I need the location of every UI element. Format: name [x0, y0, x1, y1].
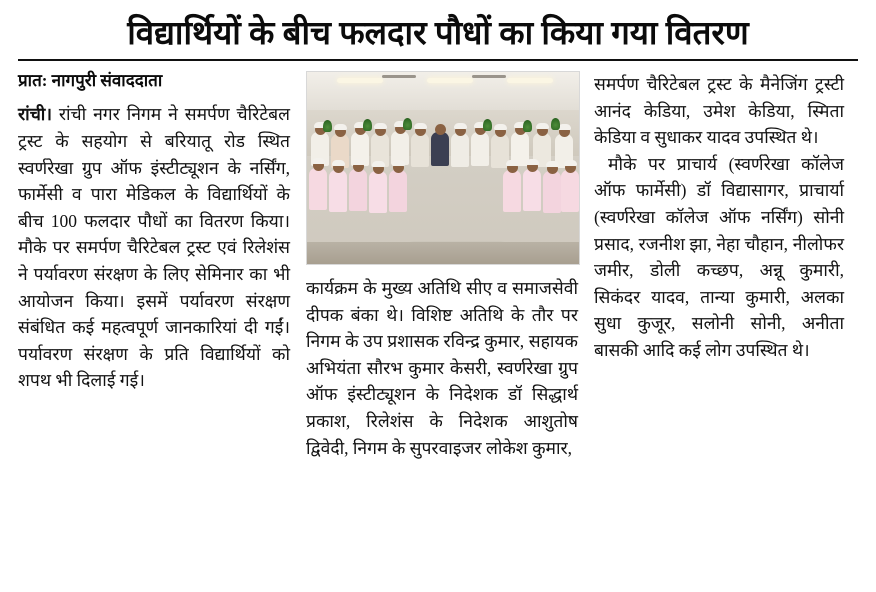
photo-floor	[307, 242, 579, 264]
person-figure	[451, 133, 469, 167]
person-figure	[431, 132, 449, 166]
person-cap	[334, 124, 347, 130]
person-figure	[503, 170, 521, 212]
column-right	[594, 71, 844, 364]
person-cap	[454, 123, 467, 129]
ceiling-light-icon	[337, 78, 383, 83]
person-figure	[349, 169, 367, 211]
article-photo	[306, 71, 580, 265]
person-head	[435, 124, 446, 135]
sapling-icon	[483, 119, 492, 131]
person-cap	[312, 158, 325, 164]
person-figure	[523, 169, 541, 211]
byline: प्रात: नागपुरी संवाददाता	[18, 70, 163, 90]
person-figure	[369, 171, 387, 213]
person-figure	[411, 133, 429, 167]
right-paragraph-1: समर्पण चैरिटेबल ट्रस्ट के मैनेजिंग ट्रस्टी आनंद केडिया, उमेश केडिया, स्मिता केडिया व सुधाकर यादव उपस्थित थे।	[594, 73, 844, 148]
photo-room-background	[307, 72, 579, 264]
ceiling-light-icon	[507, 78, 553, 83]
person-cap	[546, 161, 559, 167]
photo-crowd	[307, 124, 579, 264]
ceiling-fan-icon	[472, 75, 506, 78]
left-paragraph-text: रांची नगर निगम ने समर्पण चैरिटेबल ट्रस्ट के सहयोग से बरियातू रोड स्थित स्वर्णरेखा ग्रुप ऑफ इंस्टीट्यूशन के नर्सिंग, फार्मेसी व पारा मेडिकल के विद्यार्थियों के बीच 100 फलदार पौधों का वितरण किया। मौके पर समर्पण चैरिटेबल ट्रस्ट एवं रिलेशंस ने पर्यावरण संरक्षण के लिए सेमिनार का भी आयोजन किया। इसमें पर्यावरण संरक्षण संबंधित कई महत्वपूर्ण जानकारियां दी गईं। पर्यावरण संरक्षण के प्रति विद्यार्थियों को शपथ भी दिलाई गई।	[18, 104, 290, 391]
person-cap	[392, 160, 405, 166]
person-cap	[332, 160, 345, 166]
person-cap	[506, 160, 519, 166]
person-cap	[494, 124, 507, 130]
ceiling-light-icon	[427, 78, 473, 83]
left-paragraph	[18, 101, 290, 394]
sapling-icon	[363, 119, 372, 131]
right-paragraph-2: मौके पर प्राचार्य (स्वर्णरेखा कॉलेज ऑफ फार्मेसी) डॉ विद्यासागर, प्राचार्या (स्वर्णरेखा कॉलेज ऑफ नर्सिंग) सोनी प्रसाद, रजनीश झा, नेहा चौहान, नीलोफर जमीर, डोली कच्छप, अन्नू कुमारी, सिकंदर यादव, तान्या कुमारी, अलका सुधा कुजूर, सलोनी सोनी, अनीता बासकी आदि कई लोग उपस्थित थे।	[594, 153, 844, 360]
page-title: विद्यार्थियों के बीच फलदार पौधों का किया गया वितरण	[127, 16, 749, 52]
ceiling-fan-icon	[382, 75, 416, 78]
person-cap	[536, 123, 549, 129]
person-figure	[561, 170, 579, 212]
person-figure	[389, 170, 407, 212]
person-cap	[526, 159, 539, 165]
person-cap	[374, 123, 387, 129]
sapling-icon	[551, 118, 560, 130]
dateline: रांची।	[18, 104, 52, 125]
sapling-icon	[523, 120, 532, 132]
person-figure	[309, 168, 327, 210]
person-cap	[414, 123, 427, 129]
person-figure	[543, 171, 561, 213]
person-cap	[372, 161, 385, 167]
person-figure	[471, 132, 489, 166]
person-cap	[352, 159, 365, 165]
person-cap	[564, 160, 577, 166]
header-divider	[18, 59, 858, 61]
middle-paragraph: कार्यक्रम के मुख्य अतिथि सीए व समाजसेवी दीपक बंका थे। विशिष्ट अतिथि के तौर पर निगम के उप प्रशासक रविन्द्र कुमार, सहायक अभियंता सौरभ कुमार केसरी, स्वर्णरेखा ग्रुप ऑफ इंस्टीट्यूशन के निदेशक डॉ सिद्धार्थ प्रकाश, रिलेशंस के निदेशक आशुतोष द्विवेदी, निगम के सुपरवाइजर लोकेश कुमार,	[306, 277, 578, 458]
sapling-icon	[323, 120, 332, 132]
column-middle	[306, 71, 578, 461]
sapling-icon	[403, 118, 412, 130]
article-columns	[18, 71, 858, 571]
person-figure	[329, 170, 347, 212]
column-left	[18, 71, 290, 394]
